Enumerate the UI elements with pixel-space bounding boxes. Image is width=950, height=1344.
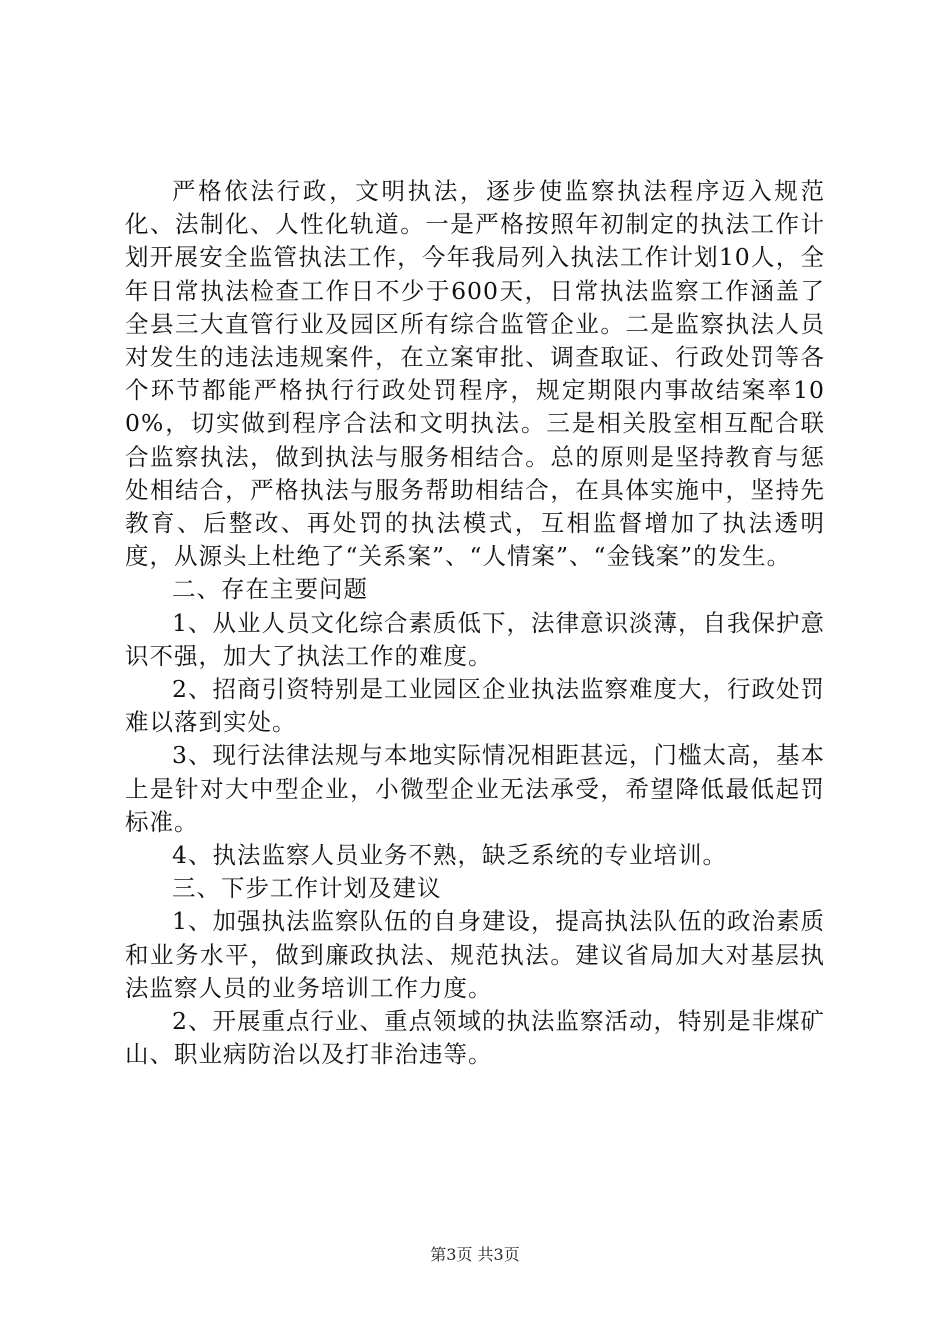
section-heading-problems: 二、存在主要问题 <box>172 575 368 604</box>
list-item: 1、加强执法监察队伍的自身建设，提高执法队伍的政治素质和业务水平，做到廉政执法、规范执法。建议省局加大对基层执法监察人员的业务培训工作力度。 <box>125 907 825 1002</box>
paragraph-enforcement-summary: 严格依法行政，文明执法，逐步使监察执法程序迈入规范化、法制化、人性化轨道。一是严格按照年初制定的执法工作计划开展安全监管执法工作，今年我局列入执法工作计划10人，全年日常执法检查工作日不少于600天，日常执法监察工作涵盖了全县三大直管行业及园区所有综合监管企业。二是监察执法人员对发生的违法违规案件，在立案审批、调查取证、行政处罚等各个环节都能严格执行行政处罚程序，规定期限内事故结案率100%，切实做到程序合法和文明执法。三是相关股室相互配合联合监察执法，做到执法与服务相结合。总的原则是坚持教育与惩处相结合，严格执法与服务帮助相结合，在具体实施中，坚持先教育、后整改、再处罚的执法模式，互相监督增加了执法透明度，从源头上杜绝了“关系案”、“人情案”、“金钱案”的发生。 <box>125 177 825 571</box>
list-item: 1、从业人员文化综合素质低下，法律意识淡薄，自我保护意识不强，加大了执法工作的难度。 <box>125 608 825 670</box>
page-footer: 第3页 共3页 <box>430 1245 520 1264</box>
list-item: 4、执法监察人员业务不熟，缺乏系统的专业培训。 <box>172 841 727 870</box>
document-body <box>125 175 825 1071</box>
list-item: 2、招商引资特别是工业园区企业执法监察难度大，行政处罚难以落到实处。 <box>125 675 825 737</box>
list-item: 3、现行法律法规与本地实际情况相距甚远，门槛太高，基本上是针对大中型企业，小微型企业无法承受，希望降低最低起罚标准。 <box>125 741 825 836</box>
section-heading-plan: 三、下步工作计划及建议 <box>172 874 442 903</box>
list-item: 2、开展重点行业、重点领域的执法监察活动，特别是非煤矿山、职业病防治以及打非治违等。 <box>125 1007 825 1069</box>
